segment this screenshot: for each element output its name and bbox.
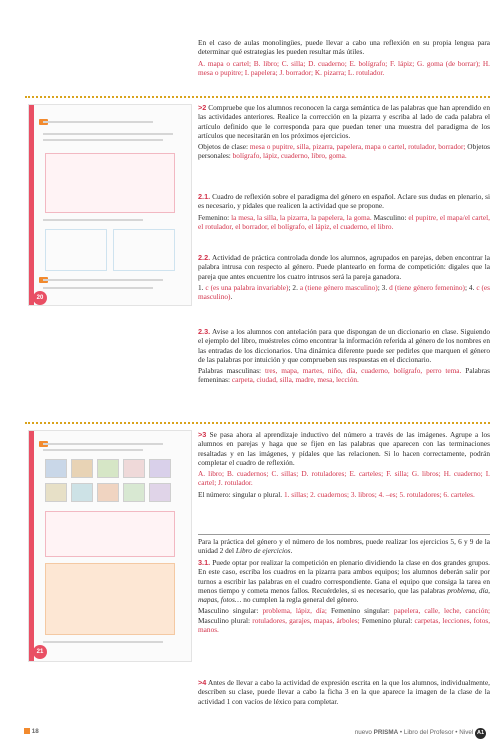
text-line [43, 641, 163, 643]
thumbnail-color-bar [29, 431, 34, 661]
answers-label: Objetos de clase: [198, 142, 248, 152]
practice-note: Para la práctica del género y el número de los nombres, puede realizar los ejercicios 5, 6 y 9 de la unidad 2 del Libro de ejercicios. [198, 534, 490, 556]
answers-label: Masculino: [373, 212, 407, 222]
section-number: 2.2. [198, 253, 211, 262]
text-line [43, 449, 143, 451]
answers-label: Palabras femeninas: [198, 366, 490, 385]
intro-block [198, 38, 490, 79]
section-text: Actividad de práctica controlada donde los alumnos, agrupados en parejas, deben encontrar la palabra intrusa con respecto al género. Puede plantearlo en forma de competición: digales que la pareja que antes encuentre los cuatro intrusos será la pareja ganadora. [198, 253, 490, 281]
section-text: Avise a los alumnos con antelación para que dispongan de un diccionario en clase. Siguiendo el ejemplo del libro, muéstreles cómo encontrar la información referida al género de los nombres en las entradas de los diccionarios. Una dinámica diferente puede ser pedirles que marquen el género de las palabras por intuición y que comprueben sus respuestas en el diccionario. [198, 327, 490, 364]
intro-answers: A. mapa o cartel; B. libro; C. silla; D. cuaderno; E. bolígrafo; F. lápiz; G. goma (de borrar); H. mesa o pupitre; I. papelera; J. borrador; K. pizarra; L. rotulador. [198, 58, 490, 77]
section-text: Cuadro de reflexión sobre el paradigma del género en español. Aclare sus dudas en plenario, si es necesario, y pídales que realicen la actividad que se propone. [198, 192, 490, 211]
answers: carpeta, ciudad, silla, madre, mesa, lección. [231, 375, 359, 385]
thumbnail-page-21 [28, 430, 192, 662]
table-box [45, 229, 107, 271]
thumbnail-color-bar [29, 105, 34, 305]
footer-page-number: 18 [24, 728, 39, 735]
book-image [45, 459, 67, 478]
notebook-image [123, 459, 145, 478]
reflection-box [45, 153, 175, 213]
section-text: Se pasa ahora al aprendizaje inductivo del número a través de las imágenes. Agrupe a los alumnos en parejas y haga que se fijen en las palabras que aparecen con las terminaciones resaltadas y en las imágenes, y pídales que las relacionen. Si lo hacen correctamente, podrán completar el cuadro de reflexión. [198, 430, 491, 467]
page-badge: 20 [33, 291, 47, 305]
section-2-1 [198, 192, 490, 233]
markers-image [149, 483, 171, 502]
level-badge: A1 [475, 728, 486, 739]
text-line [43, 287, 153, 289]
answers-label: Palabras masculinas: [198, 366, 262, 376]
answers: el pupitre, el mapa/el cartel, el rotulador, el borrador, el bolígrafo, el lápiz, el cuaderno, el libro. [198, 212, 490, 231]
posters-image [123, 483, 145, 502]
answers: A. libro; B. cuadernos; C. sillas; D. rotuladores; E. carteles; F. silla; G. libros; H. cuaderno; I. cartel; J. rotulador. [198, 469, 490, 488]
section-2-3 [198, 327, 490, 387]
section-4 [198, 678, 490, 708]
dotted-divider-top [25, 96, 490, 98]
text-line [43, 121, 153, 123]
section-2-2 [198, 253, 490, 303]
section-number: 2.3. [198, 327, 211, 336]
text-line [43, 443, 163, 445]
workbook-title: Libro de ejercicios [235, 546, 291, 556]
answers-label: El número: singular o plural. [198, 489, 283, 499]
notebooks-image [97, 483, 119, 502]
answers: 1. sillas; 2. cuadernos; 3. libros; 4. –es; 5. rotuladores; 6. carteles. [283, 489, 475, 499]
section-number: >2 [198, 103, 207, 112]
text-line [43, 219, 143, 221]
section-number: 2.1. [198, 192, 211, 201]
intro-paragraph: En el caso de aulas monolingües, puede llevar a cabo una reflexión en su propia lengua para determinar qué estrategias les pueden resultar más útiles. [198, 38, 490, 57]
section-number: >4 [198, 678, 207, 687]
section-number: >3 [198, 430, 207, 439]
answers: la mesa, la silla, la pizarra, la papelera, la goma. [231, 212, 372, 222]
word-table [45, 563, 175, 635]
page-marker-icon [24, 728, 30, 734]
thumbnail-page-20 [28, 104, 192, 306]
answers: bolígrafo, lápiz, cuaderno, libro, goma. [232, 151, 347, 161]
answers: mesa o pupitre, silla, pizarra, papelera, mapa o cartel, rotulador, borrador; [249, 142, 466, 152]
section-3 [198, 430, 490, 501]
answers-label: Objetos personales: [198, 142, 490, 161]
text-line [43, 279, 163, 281]
dotted-divider-middle [25, 422, 490, 424]
answers-label: Femenino: [198, 212, 230, 222]
section-3-1: 3.1. Puede optar por realizar la competición en plenario dividiendo la clase en dos grandes grupos. En este caso, escriba los cuadros en la pizarra para ambos equipos; los alumnos deberán salir por turnos a escribir las palabras en el cuadro correspondiente. Gana el equipo que consiga la tarea en menos tiempo y cometa menos fallos. Recuérdeles, si es necesario, que las palabras problema, día, mapas, fotos… no cumplen la regla general del género. Masculino singular: problema, lápiz, día; Femenino singular: papelera, calle, leche, canción; Masculino plural: rotuladores, garajes, mapas, árboles; Femenino plural: carpetas, lecciones, fotos, manos. [198, 558, 491, 635]
reflection-box [45, 511, 175, 557]
answers: 1. c (es una palabra invariable); 2. a (tiene género masculino); 3. d (tiene género femenino); 4. c (es masculino). [198, 282, 491, 302]
poster-image [97, 459, 119, 478]
text-line [43, 139, 163, 141]
marker-image [149, 459, 171, 478]
answers: tres, mapa, martes, niño, día, cuaderno, bolígrafo, perro tema. [264, 366, 462, 376]
section-2 [198, 103, 490, 163]
text-line [43, 133, 173, 135]
section-number: 3.1. [198, 558, 211, 567]
section-text: Compruebe que los alumnos reconocen la carga semántica de las palabras que han aprendido en las actividades anteriores. Realice la corrección en la pizarra y escriba al lado de cada palabra el artículo definido que le corresponda para que puedan tener una muestra del paradigma de los artículos que necesitarán en los próximos ejercicios. [198, 103, 490, 140]
answers-label: Femenino singular: [330, 606, 390, 616]
chairs-image [45, 483, 67, 502]
chair-image [71, 459, 93, 478]
footer-brand: nuevo PRISMA • Libro del Profesor • Nivel A1 [355, 728, 486, 739]
table-box [113, 229, 175, 271]
books-image [71, 483, 93, 502]
section-text: Antes de llevar a cabo la actividad de expresión escrita en la que los alumnos, individualmente, describen su clase, puede llevar a cabo la ficha 3 en la que aparece la imagen de la clase de la actividad 1 con vacíos de léxico para completar. [198, 678, 491, 706]
answers-label: Masculino singular: [198, 606, 259, 616]
page-badge: 21 [33, 645, 47, 659]
answers-label: Masculino plural: [198, 615, 251, 625]
answers-label: Femenino plural: [361, 615, 413, 625]
